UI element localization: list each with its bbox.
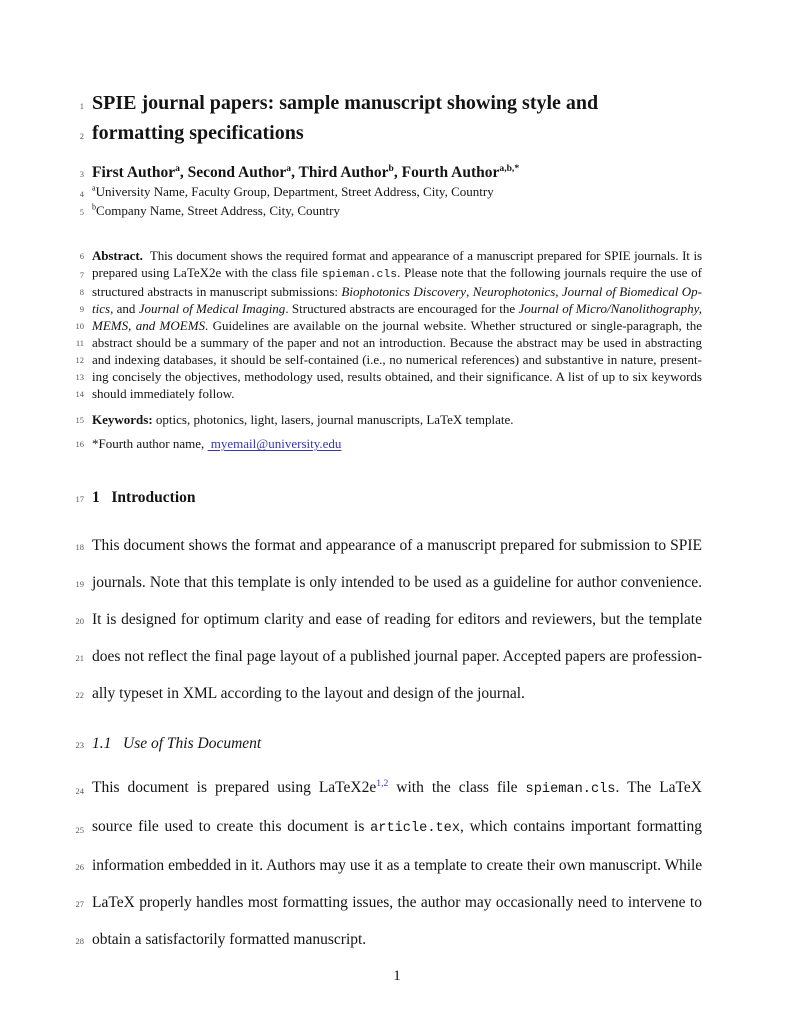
code-text: spieman.cls (525, 782, 616, 797)
line-number: 18 (75, 542, 84, 552)
manuscript-line (79, 202, 702, 221)
manuscript-line (75, 646, 702, 667)
line-number: 4 (79, 188, 84, 199)
line-text (92, 892, 702, 913)
text-segment: Keywords: (92, 412, 153, 427)
line-number: 12 (75, 355, 84, 365)
text-segment: . Please note that the following journals require the use of (397, 265, 702, 280)
manuscript-line (75, 572, 702, 593)
line-text (92, 247, 702, 264)
line-text (92, 385, 702, 402)
text-segment: . Structured abstracts are encouraged for the (285, 301, 519, 316)
line-number: 25 (75, 825, 84, 835)
line-number: 5 (79, 207, 84, 217)
superscript (499, 163, 519, 174)
text-segment: abstract should be a summary of the paper and not an introduction. Because the abstract may be used in abstracting (92, 335, 702, 350)
manuscript-line (75, 385, 702, 402)
text-segment: , (555, 284, 562, 299)
line-number: 26 (75, 862, 84, 872)
manuscript-line (79, 88, 702, 118)
text-segment: structured abstracts in manuscript submissions: (92, 284, 342, 299)
text-segment: does not reflect the final page layout of a published journal paper. Accepted papers are profession- (92, 648, 702, 665)
line-number: 14 (75, 389, 84, 399)
manuscript-line (75, 535, 702, 556)
text-segment: ally typeset in XML according to the layout and design of the journal. (92, 685, 525, 702)
line-text (92, 183, 702, 202)
line-number: 27 (75, 899, 84, 909)
text-segment: SPIE journal papers: sample manuscript showing style and (92, 92, 599, 114)
line-number: 20 (75, 616, 84, 626)
text-segment: Biophotonics Discovery (341, 284, 467, 299)
line-text (92, 572, 702, 593)
text-segment: tics (92, 301, 111, 316)
line-number: 7 (79, 270, 84, 280)
manuscript-line (75, 816, 702, 839)
line-number: 11 (75, 338, 84, 348)
text-segment: b (388, 162, 394, 174)
text-segment: This document shows the format and appearance of a manuscript prepared for submission to SPIE (92, 537, 702, 554)
line-number: 8 (79, 287, 84, 297)
manuscript-line (75, 435, 702, 452)
line-number: 22 (75, 690, 84, 700)
text-segment: a (92, 183, 96, 193)
manuscript-line (79, 264, 702, 283)
line-text (92, 264, 702, 283)
email-link[interactable]: myemail@university.edu (207, 436, 342, 451)
superscript (376, 778, 388, 789)
line-number: 24 (75, 786, 84, 796)
code-text: spieman.cls (321, 268, 398, 281)
text-segment: formatting specifications (92, 122, 304, 144)
manuscript-line (75, 734, 702, 754)
text-segment: , (466, 284, 473, 299)
text-segment: should immediately follow. (92, 386, 235, 401)
text-segment: prepared using LaTeX2e with the class file (92, 265, 322, 280)
text-segment: , Third Author (291, 164, 389, 181)
text-segment: and indexing databases, it should be self-contained (i.e., no numerical references) and substantive in nature, present- (92, 352, 702, 367)
text-segment: MEMS, and MOEMS (92, 318, 206, 333)
manuscript-line (79, 183, 702, 202)
line-number: 13 (75, 372, 84, 382)
text-segment: , Fourth Author (393, 164, 500, 181)
line-text (92, 929, 702, 950)
line-number: 10 (75, 321, 84, 331)
line-text (92, 816, 702, 839)
text-segment: Journal of Medical Imaging (138, 301, 286, 316)
manuscript-line (75, 777, 702, 800)
manuscript-line (75, 351, 702, 368)
text-segment: It is designed for optimum clarity and ease of reading for editors and reviewers, but the template (92, 611, 702, 628)
text-segment: 1 Introduction (92, 489, 196, 506)
text-segment: LaTeX properly handles most formatting issues, the author may occasionally need to intervene to (92, 894, 702, 911)
manuscript-lines (75, 88, 702, 950)
manuscript-line (79, 283, 702, 300)
text-segment: *Fourth author name, (92, 436, 208, 451)
text-segment: a (286, 162, 292, 174)
text-segment: a (175, 162, 180, 174)
line-text (92, 734, 702, 754)
line-text (92, 411, 702, 428)
text-segment: , Second Author (179, 164, 287, 181)
line-number: 23 (75, 740, 84, 750)
line-text (92, 317, 702, 334)
text-segment: . Guidelines are available on the journal website. Whether structured or single-paragraph, the (205, 318, 702, 333)
manuscript-line (79, 118, 702, 148)
manuscript-line (75, 892, 702, 913)
manuscript-line (75, 683, 702, 704)
manuscript-line (75, 334, 702, 351)
manuscript-line (79, 162, 702, 183)
line-number: 19 (75, 579, 84, 589)
line-number: 21 (75, 653, 84, 663)
text-segment: source file used to create this document is (92, 818, 371, 835)
line-text (92, 488, 702, 508)
text-segment: 1.1 Use of This Document (92, 735, 262, 752)
text-segment: optics, photonics, light, lasers, journal manuscripts, LaTeX template. (152, 412, 514, 427)
line-number: 3 (79, 169, 84, 179)
manuscript-line (75, 317, 702, 334)
manuscript-line (75, 368, 702, 385)
manuscript-line (79, 300, 702, 317)
manuscript-line (75, 609, 702, 630)
line-text (92, 535, 702, 556)
code-text: article.tex (370, 821, 461, 836)
line-text (92, 683, 702, 704)
text-segment: obtain a satisfactorily formatted manuscript. (92, 931, 367, 948)
text-segment: , and (110, 301, 139, 316)
line-text (92, 163, 702, 183)
line-text (92, 334, 702, 351)
text-segment: Abstract. (92, 248, 143, 263)
manuscript-line (75, 411, 702, 428)
line-text (92, 118, 702, 148)
manuscript-line (79, 247, 702, 264)
line-number: 15 (75, 415, 84, 425)
line-number: 2 (79, 131, 84, 141)
page-number: 1 (393, 968, 401, 984)
line-text (92, 283, 702, 300)
line-number: 9 (79, 304, 84, 314)
text-segment: This document shows the required format and appearance of a manuscript prepared for SPIE journals. It is (142, 248, 702, 263)
line-text (92, 777, 702, 800)
line-text (92, 88, 702, 118)
text-segment: a,b,* (499, 162, 520, 174)
text-segment: with the class file (388, 779, 526, 796)
manuscript-line (75, 488, 702, 508)
line-number: 6 (79, 251, 84, 261)
line-text (92, 855, 702, 876)
text-segment: , which contains important formatting (460, 818, 702, 835)
text-segment: . The LaTeX (615, 779, 702, 796)
line-text (92, 351, 702, 368)
line-number: 28 (75, 936, 84, 946)
line-text (92, 300, 702, 317)
line-text (92, 368, 702, 385)
text-segment: ing concisely the objectives, methodology used, results obtained, and their significance. A list of up to six keywords (92, 369, 702, 384)
text-segment: Neurophotonics (472, 284, 556, 299)
text-segment: Company Name, Street Address, City, Country (96, 202, 340, 218)
text-segment: information embedded in it. Authors may use it as a template to create their own manuscript. While (92, 857, 702, 874)
text-segment: University Name, Faculty Group, Department, Street Address, City, Country (95, 184, 494, 199)
line-text (92, 646, 702, 667)
line-number: 17 (75, 494, 84, 504)
line-text (92, 609, 702, 630)
line-number: 16 (75, 439, 84, 449)
line-number: 1 (79, 101, 84, 111)
text-segment: Journal of Micro/Nanolithography, (518, 301, 702, 316)
line-text (92, 202, 702, 221)
manuscript-line (75, 855, 702, 876)
text-segment: b (92, 202, 97, 212)
citation-link[interactable]: 1,2 (376, 777, 389, 789)
text-segment: Journal of Biomedical Op- (561, 284, 702, 299)
manuscript-line (75, 929, 702, 950)
text-segment: This document is prepared using LaTeX2e (92, 779, 377, 796)
text-segment: journals. Note that this template is only intended to be used as a guideline for author convenience. (92, 574, 702, 591)
text-segment: First Author (92, 164, 176, 181)
line-text (92, 435, 702, 452)
